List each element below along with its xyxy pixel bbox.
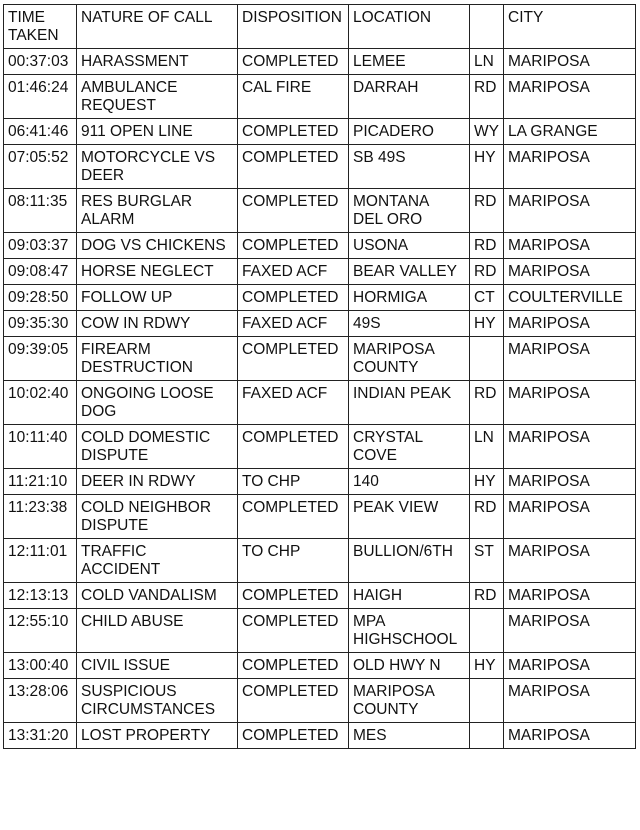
- cell-street-suffix: WY: [470, 119, 504, 145]
- cell-location: 49S: [349, 311, 470, 337]
- cell-city: MARIPOSA: [504, 495, 636, 539]
- cell-time-taken: 09:39:05: [4, 337, 77, 381]
- cell-location: HORMIGA: [349, 285, 470, 311]
- header-disposition: DISPOSITION: [238, 5, 349, 49]
- cell-city: MARIPOSA: [504, 337, 636, 381]
- cell-street-suffix: RD: [470, 495, 504, 539]
- cell-time-taken: 09:08:47: [4, 259, 77, 285]
- table-row: [4, 145, 636, 189]
- header-time-taken: TIME TAKEN: [4, 5, 77, 49]
- cell-nature-of-call: MOTORCYCLE VS DEER: [77, 145, 238, 189]
- cell-city: MARIPOSA: [504, 189, 636, 233]
- cell-location: DARRAH: [349, 75, 470, 119]
- table-row: [4, 653, 636, 679]
- cell-disposition: COMPLETED: [238, 285, 349, 311]
- cell-street-suffix: HY: [470, 311, 504, 337]
- table-header: [4, 5, 636, 49]
- cell-street-suffix: [470, 337, 504, 381]
- cell-time-taken: 11:23:38: [4, 495, 77, 539]
- table-row: [4, 119, 636, 145]
- cell-disposition: TO CHP: [238, 539, 349, 583]
- table-row: [4, 679, 636, 723]
- cell-disposition: FAXED ACF: [238, 311, 349, 337]
- table-row: [4, 75, 636, 119]
- cell-street-suffix: RD: [470, 259, 504, 285]
- cell-disposition: COMPLETED: [238, 233, 349, 259]
- cell-street-suffix: RD: [470, 233, 504, 259]
- cell-city: MARIPOSA: [504, 469, 636, 495]
- cell-time-taken: 00:37:03: [4, 49, 77, 75]
- cell-city: MARIPOSA: [504, 49, 636, 75]
- cell-nature-of-call: LOST PROPERTY: [77, 723, 238, 749]
- cell-location: MONTANA DEL ORO: [349, 189, 470, 233]
- cell-city: MARIPOSA: [504, 145, 636, 189]
- header-location: LOCATION: [349, 5, 470, 49]
- header-nature-of-call: NATURE OF CALL: [77, 5, 238, 49]
- table-row: [4, 189, 636, 233]
- cell-city: MARIPOSA: [504, 311, 636, 337]
- cell-nature-of-call: FOLLOW UP: [77, 285, 238, 311]
- cell-city: MARIPOSA: [504, 259, 636, 285]
- cell-street-suffix: LN: [470, 49, 504, 75]
- cell-street-suffix: LN: [470, 425, 504, 469]
- cell-city: MARIPOSA: [504, 583, 636, 609]
- cell-city: MARIPOSA: [504, 425, 636, 469]
- cell-nature-of-call: HARASSMENT: [77, 49, 238, 75]
- cell-street-suffix: HY: [470, 145, 504, 189]
- cell-disposition: COMPLETED: [238, 679, 349, 723]
- cell-nature-of-call: DOG VS CHICKENS: [77, 233, 238, 259]
- table-row: [4, 723, 636, 749]
- cell-street-suffix: HY: [470, 653, 504, 679]
- cell-disposition: COMPLETED: [238, 119, 349, 145]
- cell-street-suffix: [470, 723, 504, 749]
- cell-city: MARIPOSA: [504, 609, 636, 653]
- table-row: [4, 583, 636, 609]
- cell-location: BULLION/6TH: [349, 539, 470, 583]
- header-street-suffix: [470, 5, 504, 49]
- cell-street-suffix: [470, 609, 504, 653]
- cell-time-taken: 10:11:40: [4, 425, 77, 469]
- cell-time-taken: 13:28:06: [4, 679, 77, 723]
- cell-disposition: COMPLETED: [238, 425, 349, 469]
- cell-disposition: COMPLETED: [238, 337, 349, 381]
- cell-city: MARIPOSA: [504, 381, 636, 425]
- cell-nature-of-call: AMBULANCE REQUEST: [77, 75, 238, 119]
- cell-street-suffix: RD: [470, 75, 504, 119]
- cell-location: CRYSTAL COVE: [349, 425, 470, 469]
- cell-time-taken: 11:21:10: [4, 469, 77, 495]
- cell-disposition: FAXED ACF: [238, 381, 349, 425]
- cell-location: LEMEE: [349, 49, 470, 75]
- cell-city: MARIPOSA: [504, 539, 636, 583]
- cell-nature-of-call: COLD DOMESTIC DISPUTE: [77, 425, 238, 469]
- cell-street-suffix: ST: [470, 539, 504, 583]
- cell-location: MARIPOSA COUNTY: [349, 679, 470, 723]
- cell-disposition: COMPLETED: [238, 723, 349, 749]
- cell-nature-of-call: CHILD ABUSE: [77, 609, 238, 653]
- cell-nature-of-call: COLD NEIGHBOR DISPUTE: [77, 495, 238, 539]
- cell-nature-of-call: FIREARM DESTRUCTION: [77, 337, 238, 381]
- cell-street-suffix: HY: [470, 469, 504, 495]
- cell-disposition: COMPLETED: [238, 495, 349, 539]
- cell-city: LA GRANGE: [504, 119, 636, 145]
- cell-city: MARIPOSA: [504, 679, 636, 723]
- cell-street-suffix: RD: [470, 189, 504, 233]
- cell-city: MARIPOSA: [504, 723, 636, 749]
- cell-city: MARIPOSA: [504, 653, 636, 679]
- cell-time-taken: 06:41:46: [4, 119, 77, 145]
- cell-nature-of-call: CIVIL ISSUE: [77, 653, 238, 679]
- cell-time-taken: 13:00:40: [4, 653, 77, 679]
- cell-location: HAIGH: [349, 583, 470, 609]
- cell-street-suffix: RD: [470, 381, 504, 425]
- cell-location: 140: [349, 469, 470, 495]
- cell-disposition: COMPLETED: [238, 609, 349, 653]
- cell-disposition: CAL FIRE: [238, 75, 349, 119]
- table-row: [4, 285, 636, 311]
- cell-street-suffix: CT: [470, 285, 504, 311]
- cell-disposition: COMPLETED: [238, 653, 349, 679]
- cell-nature-of-call: DEER IN RDWY: [77, 469, 238, 495]
- table-row: [4, 233, 636, 259]
- table-row: [4, 49, 636, 75]
- header-city: CITY: [504, 5, 636, 49]
- table-row: [4, 469, 636, 495]
- cell-location: USONA: [349, 233, 470, 259]
- cell-location: PICADERO: [349, 119, 470, 145]
- table-row: [4, 495, 636, 539]
- cell-disposition: TO CHP: [238, 469, 349, 495]
- cell-time-taken: 10:02:40: [4, 381, 77, 425]
- cell-time-taken: 08:11:35: [4, 189, 77, 233]
- cell-disposition: COMPLETED: [238, 145, 349, 189]
- table-body: [4, 49, 636, 749]
- cell-location: MARIPOSA COUNTY: [349, 337, 470, 381]
- cell-time-taken: 12:55:10: [4, 609, 77, 653]
- cell-city: COULTERVILLE: [504, 285, 636, 311]
- cell-time-taken: 09:35:30: [4, 311, 77, 337]
- table-row: [4, 259, 636, 285]
- cell-nature-of-call: 911 OPEN LINE: [77, 119, 238, 145]
- cell-disposition: COMPLETED: [238, 583, 349, 609]
- call-log-table: [3, 4, 636, 749]
- header-row: [4, 5, 636, 49]
- cell-city: MARIPOSA: [504, 233, 636, 259]
- cell-location: MES: [349, 723, 470, 749]
- cell-disposition: COMPLETED: [238, 189, 349, 233]
- table-row: [4, 539, 636, 583]
- cell-street-suffix: RD: [470, 583, 504, 609]
- cell-time-taken: 01:46:24: [4, 75, 77, 119]
- cell-disposition: COMPLETED: [238, 49, 349, 75]
- cell-location: PEAK VIEW: [349, 495, 470, 539]
- cell-time-taken: 12:11:01: [4, 539, 77, 583]
- cell-location: BEAR VALLEY: [349, 259, 470, 285]
- cell-nature-of-call: SUSPICIOUS CIRCUMSTANCES: [77, 679, 238, 723]
- cell-location: INDIAN PEAK: [349, 381, 470, 425]
- cell-nature-of-call: COLD VANDALISM: [77, 583, 238, 609]
- cell-time-taken: 13:31:20: [4, 723, 77, 749]
- cell-nature-of-call: TRAFFIC ACCIDENT: [77, 539, 238, 583]
- cell-time-taken: 09:03:37: [4, 233, 77, 259]
- cell-nature-of-call: HORSE NEGLECT: [77, 259, 238, 285]
- table-row: [4, 311, 636, 337]
- table-row: [4, 337, 636, 381]
- cell-location: SB 49S: [349, 145, 470, 189]
- cell-disposition: FAXED ACF: [238, 259, 349, 285]
- table-row: [4, 381, 636, 425]
- cell-time-taken: 09:28:50: [4, 285, 77, 311]
- cell-nature-of-call: COW IN RDWY: [77, 311, 238, 337]
- cell-time-taken: 07:05:52: [4, 145, 77, 189]
- table-row: [4, 425, 636, 469]
- cell-time-taken: 12:13:13: [4, 583, 77, 609]
- cell-nature-of-call: ONGOING LOOSE DOG: [77, 381, 238, 425]
- cell-location: OLD HWY N: [349, 653, 470, 679]
- cell-location: MPA HIGHSCHOOL: [349, 609, 470, 653]
- cell-street-suffix: [470, 679, 504, 723]
- table-row: [4, 609, 636, 653]
- cell-city: MARIPOSA: [504, 75, 636, 119]
- cell-nature-of-call: RES BURGLAR ALARM: [77, 189, 238, 233]
